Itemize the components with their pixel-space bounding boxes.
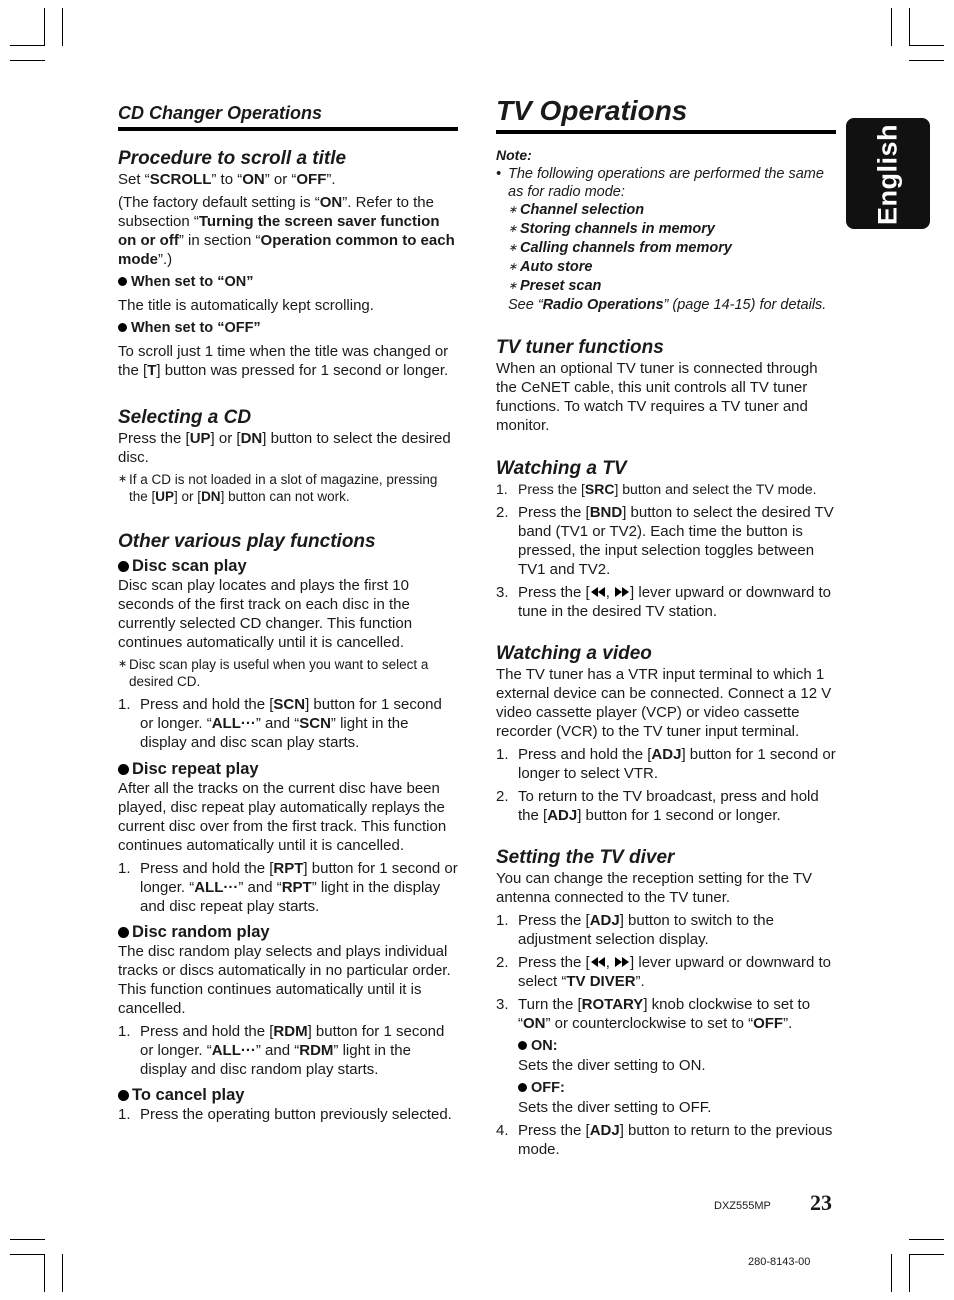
scroll-on-text: The title is automatically kept scrolling. — [118, 297, 374, 314]
bullet-icon — [518, 1041, 527, 1050]
crop-mark — [909, 45, 944, 46]
crop-mark — [909, 60, 944, 61]
tuner-text: When an optional TV tuner is connected through the CeNET cable, this unit controls all TV tuner functions. To watch TV requires a TV tuner and monitor. — [496, 360, 818, 434]
note-item: ∗ Calling channels from memory — [508, 240, 732, 256]
fast-forward-icon — [614, 586, 630, 598]
watch-video-text: The TV tuner has a VTR input terminal to which 1 external device can be connected. Connect a 12 V video cassette player (VCP) or video cassette recorder (VCR) to the TV tuner input terminal. — [496, 666, 832, 740]
diver-text: You can change the reception setting for the TV antenna connected to the TV tuner. — [496, 870, 813, 906]
asterisk-icon: ∗ — [508, 280, 518, 292]
watch-tv-step-3: 3. Press the [ , ] lever upward or downward to tune in the desired TV station. — [496, 584, 831, 620]
note-list — [508, 201, 836, 315]
repeat-step-1: 1. Press and hold the [RPT] button for 1 second or longer. “ALL···” and “RPT” light in the display and disc repeat play starts. — [118, 860, 458, 915]
bullet-icon — [118, 927, 129, 938]
random-text: The disc random play selects and plays individual tracks or discs automatically in no particular order. This function continues automatically until it is cancelled. — [118, 943, 451, 1017]
repeat-text: After all the tracks on the current disc have been played, disc repeat play automatically replays the current disc over from the first track. This function continues automatically until it is cancelled. — [118, 780, 447, 854]
asterisk-icon: ∗ — [118, 658, 128, 670]
note-label: Note: — [496, 147, 532, 163]
bullet-icon — [118, 277, 127, 286]
scroll-default-paragraph: (The factory default setting is “ON”. Refer to the subsection “Turning the screen saver function on or off” in section “Operation common to each mode”.) — [118, 194, 455, 268]
asterisk-icon: ∗ — [508, 204, 518, 216]
random-label: Disc random play — [118, 923, 458, 942]
crop-mark — [10, 1254, 45, 1255]
crop-mark — [909, 8, 910, 46]
random-step-1: 1. Press and hold the [RDM] button for 1 second or longer. “ALL···” and “RDM” light in the display and disc random play starts. — [118, 1023, 445, 1078]
diver-on-text: Sets the diver setting to ON. — [518, 1057, 706, 1074]
crop-mark — [10, 60, 45, 61]
rewind-icon — [590, 956, 606, 968]
scroll-off-label: When set to “OFF” — [118, 319, 458, 338]
repeat-label: Disc repeat play — [118, 760, 458, 779]
document-code: 280-8143-00 — [748, 1256, 811, 1268]
model-number: DXZ555MP — [714, 1200, 771, 1212]
watch-video-step-1: 1. Press and hold the [ADJ] button for 1 second or longer to select VTR. — [496, 746, 836, 782]
bullet-icon — [118, 764, 129, 775]
watch-tv-heading: Watching a TV — [496, 458, 627, 479]
diver-step-4: 4. Press the [ADJ] button to return to the previous mode. — [496, 1122, 833, 1158]
note-item: ∗ Auto store — [508, 259, 593, 275]
cancel-step-1: 1. Press the operating button previously selected. — [118, 1106, 452, 1123]
diver-off-text: Sets the diver setting to OFF. — [518, 1099, 712, 1116]
rewind-icon — [590, 586, 606, 598]
diver-off-label: OFF: — [518, 1079, 836, 1098]
crop-mark — [10, 45, 45, 46]
crop-mark — [62, 1254, 63, 1292]
diver-options — [496, 1037, 836, 1117]
asterisk-icon: ∗ — [508, 261, 518, 273]
watch-tv-step-1: 1. Press the [SRC] button and select the TV mode. — [496, 481, 817, 497]
crop-mark — [891, 1254, 892, 1292]
language-tab-label: English — [872, 124, 903, 226]
right-column — [496, 94, 836, 1159]
diver-step-1: 1. Press the [ADJ] button to switch to the adjustment selection display. — [496, 912, 774, 948]
scroll-on-label: When set to “ON” — [118, 273, 458, 292]
crop-mark — [62, 8, 63, 46]
scroll-set-line: Set “SCROLL” to “ON” or “OFF”. — [118, 171, 336, 188]
scroll-heading: Procedure to scroll a title — [118, 148, 347, 169]
page-number: 23 — [810, 1190, 832, 1215]
crop-mark — [909, 1239, 944, 1240]
bullet-icon — [118, 1090, 129, 1101]
selecting-text: Press the [UP] or [DN] button to select the desired disc. — [118, 430, 451, 466]
cancel-label: To cancel play — [118, 1086, 458, 1105]
fast-forward-icon — [614, 956, 630, 968]
note-item: ∗ Channel selection — [508, 202, 645, 218]
scan-text: Disc scan play locates and plays the first 10 seconds of the first track on each disc in the currently selected CD changer. This function continues automatically until it is cancelled. — [118, 577, 413, 651]
crop-mark — [909, 1254, 910, 1292]
bullet-icon — [118, 561, 129, 572]
diver-on-label: ON: — [518, 1037, 836, 1056]
selecting-heading: Selecting a CD — [118, 407, 252, 428]
section-title: CD Changer Operations — [118, 102, 458, 131]
bullet-icon — [118, 323, 127, 332]
crop-mark — [909, 1254, 944, 1255]
page-title: TV Operations — [496, 94, 836, 134]
scroll-off-text: To scroll just 1 time when the title was changed or the [T] button was pressed for 1 second or longer. — [118, 343, 449, 379]
tuner-heading: TV tuner functions — [496, 337, 664, 358]
diver-step-3: 3. Turn the [ROTARY] knob clockwise to set to “ON” or counterclockwise to set to “OFF”. — [496, 996, 811, 1032]
bullet-icon: • — [496, 166, 502, 182]
selecting-note: ∗ If a CD is not loaded in a slot of magazine, pressing the [UP] or [DN] button can not work. — [118, 472, 438, 504]
asterisk-icon: ∗ — [118, 473, 128, 485]
diver-step-2: 2. Press the [ , ] lever upward or downward to select “TV DIVER”. — [496, 954, 831, 990]
watch-video-step-2: 2. To return to the TV broadcast, press and hold the [ADJ] button for 1 second or longer. — [496, 788, 819, 824]
crop-mark — [44, 1254, 45, 1292]
scan-note: ∗ Disc scan play is useful when you want to select a desired CD. — [118, 657, 429, 689]
crop-mark — [891, 8, 892, 46]
crop-mark — [44, 8, 45, 46]
scan-label: Disc scan play — [118, 557, 458, 576]
scan-step-1: 1. Press and hold the [SCN] button for 1 second or longer. “ALL···” and “SCN” light in the display and disc scan play starts. — [118, 696, 442, 751]
crop-mark — [10, 1239, 45, 1240]
left-column — [118, 102, 458, 1124]
note-item: ∗ Storing channels in memory — [508, 221, 715, 237]
diver-heading: Setting the TV diver — [496, 847, 675, 868]
other-heading: Other various play functions — [118, 531, 376, 552]
bullet-icon — [518, 1083, 527, 1092]
watch-tv-step-2: 2. Press the [BND] button to select the desired TV band (TV1 or TV2). Each time the button is pressed, the input selection toggles between TV1 and TV2. — [496, 504, 834, 578]
watch-video-heading: Watching a video — [496, 643, 652, 664]
note-see: See “Radio Operations” (page 14-15) for details. — [508, 297, 827, 313]
asterisk-icon: ∗ — [508, 223, 518, 235]
asterisk-icon: ∗ — [508, 242, 518, 254]
note-item: ∗ Preset scan — [508, 278, 602, 294]
note-intro: • The following operations are performed the same as for radio mode: — [496, 166, 824, 200]
